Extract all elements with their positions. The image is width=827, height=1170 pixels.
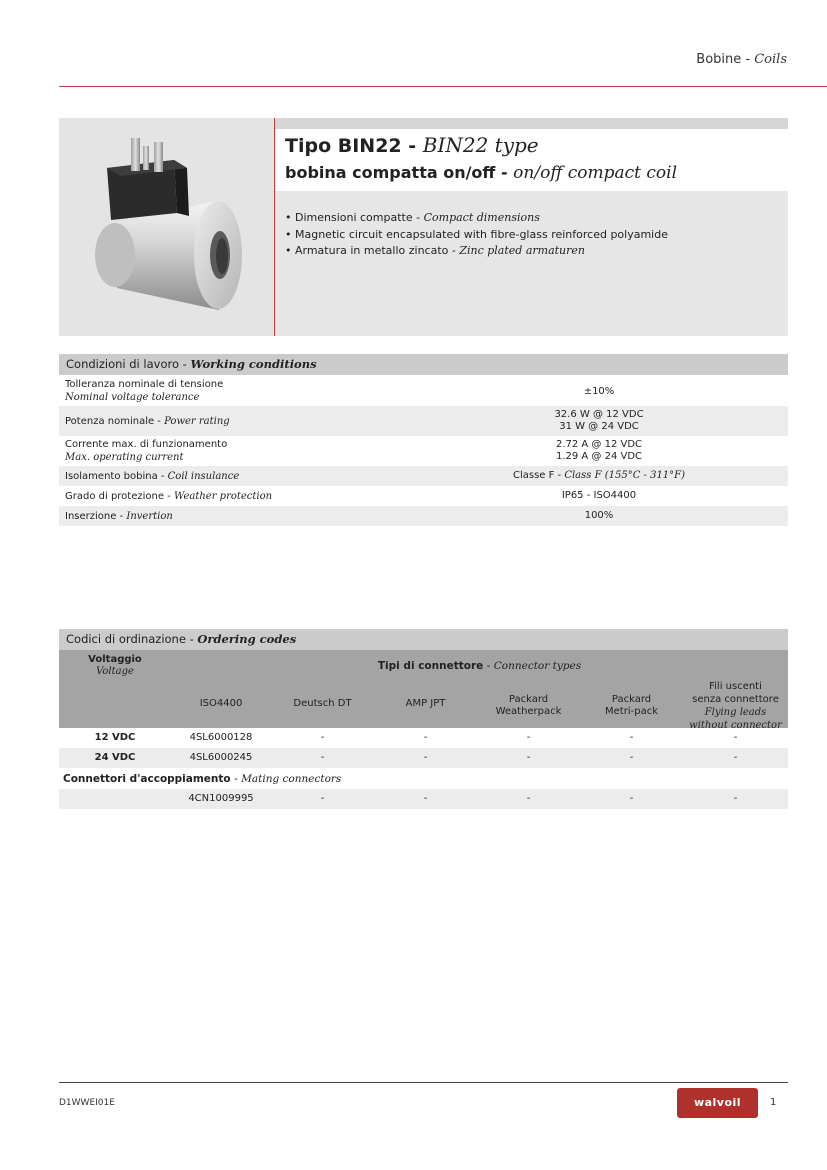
header-divider bbox=[59, 86, 827, 87]
header-title: Bobine - Coils bbox=[696, 52, 787, 67]
col-header-deutsch-dt: Deutsch DT bbox=[293, 698, 352, 709]
product-title-box bbox=[275, 129, 788, 191]
ordering-row-mating: 4CN1009995 - - - - - bbox=[59, 789, 788, 809]
feature-item: • Dimensioni compatte - Compact dimensions bbox=[285, 211, 540, 224]
working-row-voltage-tolerance: Tolleranza nominale di tensione Nominal voltage tolerance ±10% bbox=[65, 379, 615, 403]
product-title: Tipo BIN22 - BIN22 type bbox=[285, 133, 539, 157]
mating-connectors-label: Connettori d'accoppiamento - Mating connectors bbox=[63, 773, 342, 785]
working-conditions-header: Condizioni di lavoro - Working conditions bbox=[59, 354, 788, 375]
document-code: D1WWEI01E bbox=[59, 1098, 115, 1108]
feature-list bbox=[285, 210, 785, 260]
working-row-operating-current: Corrente max. di funzionamento Max. operating current 2.72 A @ 12 VDC 1.29 A @ 24 VDC bbox=[65, 439, 643, 463]
ordering-table-header bbox=[59, 650, 788, 731]
working-row-weather-protection: Grado di protezione - Weather protection IP65 - ISO4400 bbox=[65, 490, 637, 502]
ordering-row-12vdc: 12 VDC 4SL6000128 - - - - - bbox=[94, 732, 738, 743]
working-row-coil-insulance: Isolamento bobina - Coil insulance Classe F - Class F (155°C - 311°F) bbox=[59, 466, 788, 486]
product-subtitle: bobina compatta on/off - on/off compact coil bbox=[285, 163, 678, 183]
coil-image bbox=[59, 118, 274, 336]
col-header-flying-leads: Fili uscenti senza connettore Flying leads without connector bbox=[689, 681, 782, 731]
page-number: 1 bbox=[770, 1097, 777, 1108]
col-header-packard-weatherpack: Packard Weatherpack bbox=[495, 694, 562, 717]
product-top-band bbox=[275, 118, 788, 129]
col-header-packard-metripack: Packard Metri-pack bbox=[605, 694, 658, 717]
footer-divider bbox=[59, 1082, 788, 1083]
voltage-column-header: Voltaggio Voltage bbox=[88, 654, 142, 677]
connector-types-header: Tipi di connettore - Connector types bbox=[377, 660, 582, 672]
col-header-amp-jpt: AMP JPT bbox=[405, 698, 446, 709]
feature-item: • Magnetic circuit encapsulated with fibre-glass reinforced polyamide bbox=[285, 227, 668, 241]
working-row-invertion: Inserzione - Invertion 100% bbox=[59, 506, 788, 526]
walvoil-logo: walvoil bbox=[677, 1088, 758, 1118]
ordering-row-24vdc: 24 VDC 4SL6000245 - - - - - bbox=[59, 748, 788, 768]
working-row-power-rating: Potenza nominale - Power rating 32.6 W @ 12 VDC 31 W @ 24 VDC bbox=[59, 406, 788, 436]
product-block bbox=[59, 118, 788, 336]
col-header-iso4400: ISO4400 bbox=[199, 698, 243, 709]
ordering-codes-header: Codici di ordinazione - Ordering codes bbox=[59, 629, 788, 650]
feature-item: • Armatura in metallo zincato - Zinc plated armaturen bbox=[285, 244, 585, 257]
